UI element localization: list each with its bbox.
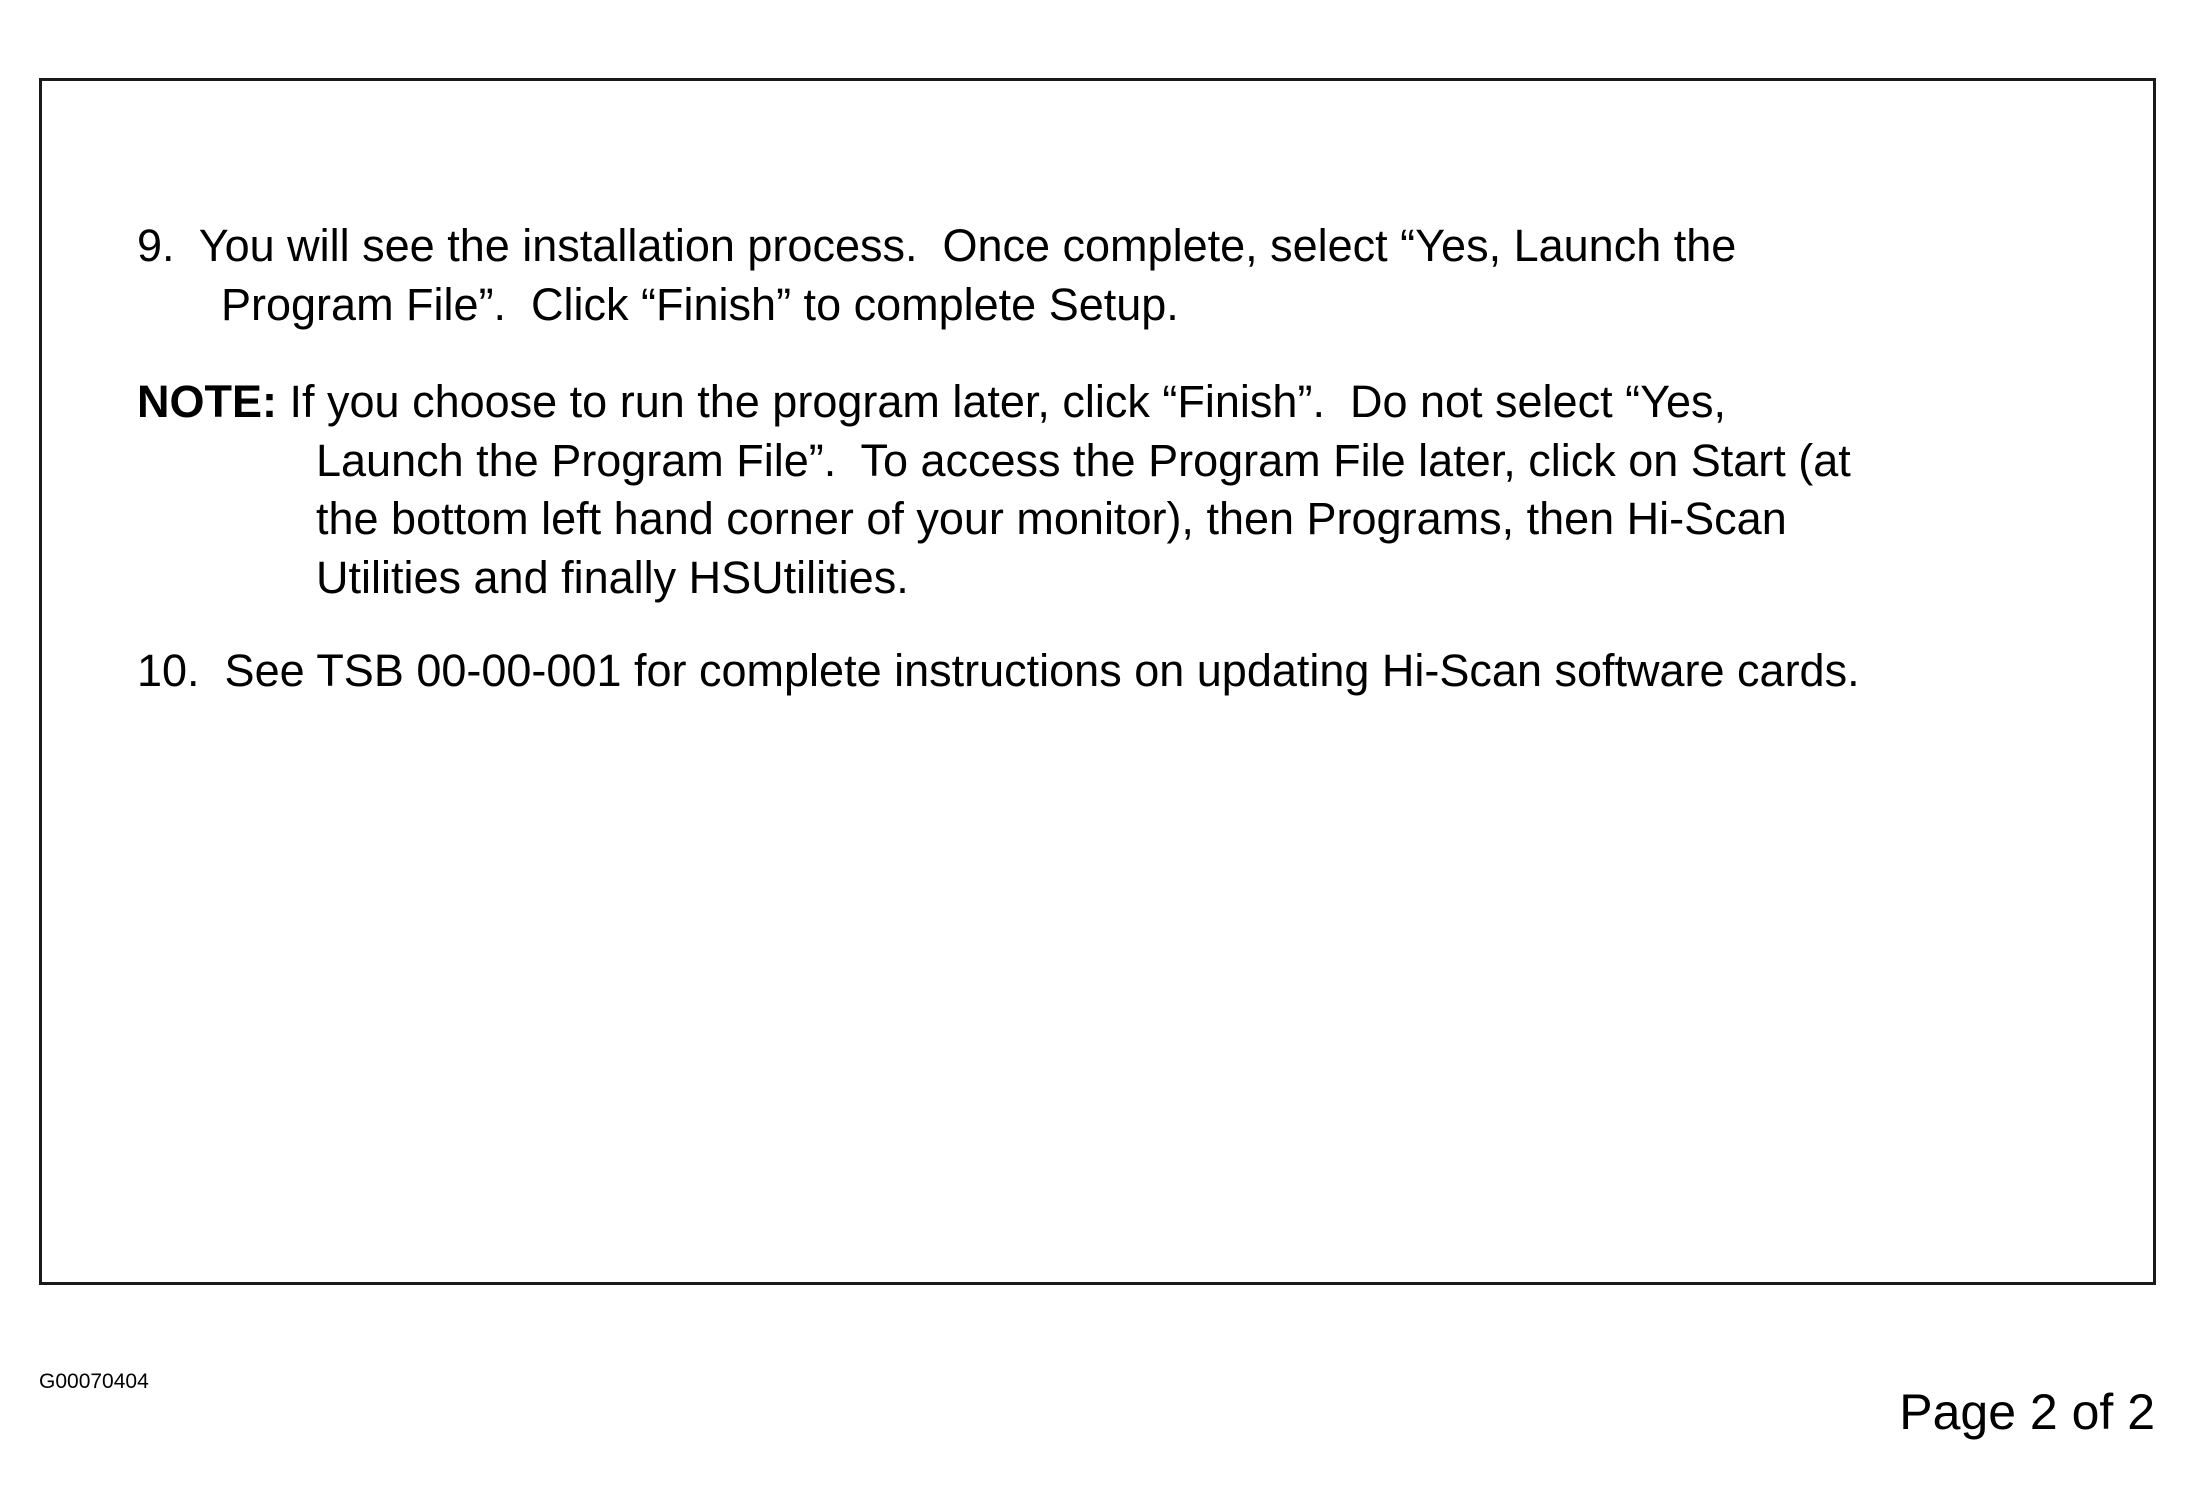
step-9-line-1: 9. You will see the installation process. Once complete, select “Yes, Launch the [137,220,1737,271]
note-text-1: If you choose to run the program later, click “Finish”. Do not select “Yes, [277,376,1726,427]
note-label: NOTE: [137,376,277,427]
step-10-line-1: 10. See TSB 00-00-001 for complete instructions on updating Hi-Scan software cards. [137,645,1860,696]
note-line-1 [137,376,1726,427]
step-9-line-2: Program File”. Click “Finish” to complete Setup. [221,279,1179,330]
note-line-3: the bottom left hand corner of your monitor), then Programs, then Hi-Scan [316,493,1787,544]
note-line-4: Utilities and finally HSUtilities. [316,552,909,603]
page-number: Page 2 of 2 [1899,1384,2155,1440]
note-line-2: Launch the Program File”. To access the Program File later, click on Start (at [316,435,1851,486]
document-code: G00070404 [39,1370,149,1393]
